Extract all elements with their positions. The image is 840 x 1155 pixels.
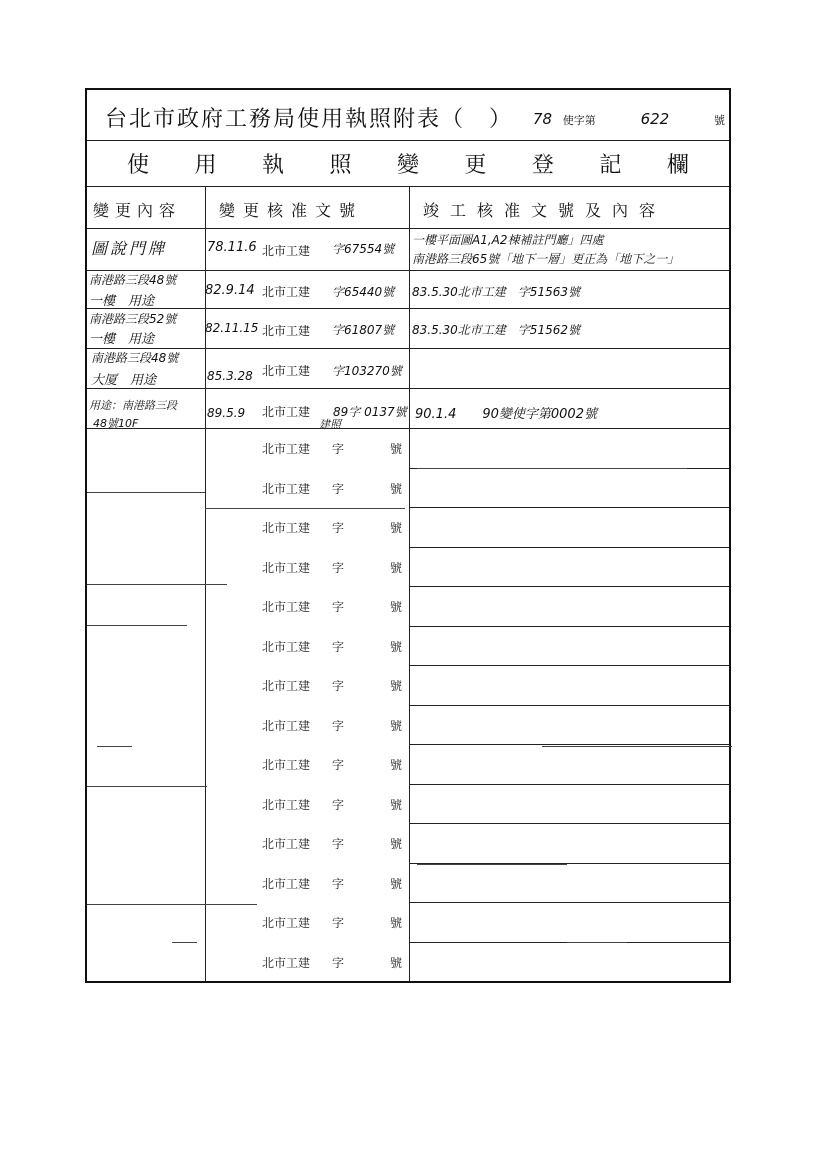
scan-line — [87, 786, 207, 787]
row-content: 南港路三段48號 — [91, 351, 179, 365]
blank-row-word: 號 — [390, 560, 403, 575]
blank-row-word: 號 — [390, 442, 403, 456]
row-content: 南港路三段52號 — [89, 312, 177, 326]
blank-row-word: 字 — [332, 600, 345, 614]
blank-row-word: 號 — [390, 481, 403, 496]
section-title-char: 變 — [396, 153, 419, 178]
scan-line — [87, 584, 227, 585]
row-divider — [409, 784, 729, 785]
section-title-char: 使 — [127, 153, 150, 178]
permit-suffix: 號 — [714, 114, 725, 127]
permit-word: 使字第 — [562, 114, 596, 127]
blank-row-word: 字 — [332, 837, 345, 851]
row-divider — [87, 308, 729, 309]
blank-row-word: 號 — [390, 916, 403, 930]
section-title-char: 照 — [329, 153, 352, 178]
scan-line — [87, 904, 257, 905]
blank-row-word: 號 — [390, 876, 403, 891]
scan-line — [87, 492, 205, 493]
permit-no: 622 — [640, 110, 670, 128]
column-header-approval: 變更核准文號 — [219, 201, 364, 220]
blank-row-word: 北市工建 — [262, 876, 311, 891]
permit-attachment-form — [85, 88, 731, 983]
row-content-line2: 大厦 用途 — [91, 373, 157, 388]
form-title: 台北市政府工務局使用執照附表（ ） — [105, 107, 514, 132]
blank-row-word: 北市工建 — [262, 481, 311, 496]
row-office: 北市工建 — [262, 285, 311, 299]
scan-line — [97, 746, 132, 747]
blank-row-word: 號 — [390, 837, 403, 851]
row-divider — [409, 626, 729, 627]
row-divider — [409, 744, 729, 745]
blank-row-word: 北市工建 — [262, 560, 311, 575]
blank-row-word: 北市工建 — [262, 797, 311, 812]
section-title-char: 記 — [599, 153, 622, 178]
row-divider — [409, 547, 729, 548]
row-completion-line2: 南港路三段65號「地下一層」更正為「地下之一」 — [412, 252, 680, 266]
row-number: 字61807號 — [332, 323, 395, 337]
row-content-line2: 一樓 用途 — [89, 332, 155, 347]
scan-line — [87, 625, 187, 626]
row-divider — [87, 388, 729, 389]
row-content: 南港路三段48號 — [89, 273, 177, 287]
blank-row-word: 北市工建 — [262, 837, 311, 851]
row-office: 北市工建 — [262, 324, 311, 338]
blank-row-word: 北市工建 — [262, 600, 311, 614]
scan-line — [172, 942, 197, 943]
blank-row-word: 北市工建 — [262, 718, 311, 733]
section-title-char: 用 — [194, 153, 217, 178]
row-content-line2: 一樓 用途 — [89, 294, 155, 309]
blank-row-word: 號 — [390, 758, 403, 772]
divider-subtitle — [87, 186, 729, 187]
blank-row-word: 北市工建 — [262, 521, 311, 535]
blank-row-word: 字 — [332, 916, 345, 930]
blank-row-word: 號 — [390, 521, 403, 535]
row-divider — [409, 705, 729, 706]
scan-line — [542, 746, 732, 747]
row-content: 圖說門牌 — [91, 239, 168, 258]
divider-header — [87, 228, 729, 229]
row-office: 北市工建 — [262, 364, 311, 378]
row-date: 85.3.28 — [207, 369, 253, 383]
row-completion: 83.5.30北市工建 字51562號 — [412, 323, 580, 337]
row-completion: 90.1.4 90變使字第0002號 — [415, 407, 597, 422]
blank-row-word: 字 — [332, 442, 345, 456]
section-title-char: 更 — [464, 153, 487, 178]
row-divider — [409, 665, 729, 666]
permit-year: 78 — [532, 110, 553, 128]
blank-row-word: 字 — [332, 679, 345, 693]
row-date: 82.9.14 — [205, 283, 255, 298]
blank-row-word: 號 — [390, 600, 403, 614]
scan-line — [417, 864, 567, 865]
row-divider — [409, 823, 729, 824]
scan-line — [205, 508, 405, 509]
scan-line — [417, 468, 687, 469]
section-title-char: 欄 — [666, 153, 689, 178]
blank-row-word: 北市工建 — [262, 916, 311, 930]
blank-row-word: 字 — [332, 797, 345, 812]
row-number: 89字 0137號 — [333, 405, 407, 419]
blank-row-word: 號 — [390, 718, 403, 733]
blank-row-word: 字 — [332, 955, 345, 970]
blank-row-word: 字 — [332, 639, 345, 654]
blank-row-word: 字 — [332, 718, 345, 733]
blank-row-word: 北市工建 — [262, 758, 311, 772]
row-date: 89.5.9 — [207, 406, 246, 420]
divider-title — [87, 140, 729, 141]
blank-row-word: 字 — [332, 481, 345, 496]
blank-row-word: 號 — [390, 639, 403, 654]
row-content-line2: 48號10F — [93, 417, 139, 430]
row-date: 78.11.6 — [207, 240, 257, 255]
blank-row-word: 北市工建 — [262, 955, 311, 970]
row-office: 北市工建 — [262, 244, 311, 258]
blank-row-word: 號 — [390, 955, 403, 970]
blank-row-word: 號 — [390, 797, 403, 812]
blank-row-word: 北市工建 — [262, 679, 311, 693]
row-divider — [87, 348, 729, 349]
section-title-char: 執 — [261, 153, 284, 178]
section-title — [127, 148, 689, 179]
blank-row-word: 字 — [332, 560, 345, 575]
row-completion: 83.5.30北市工建 字51563號 — [412, 285, 580, 299]
row-number: 字65440號 — [332, 285, 395, 299]
row-office: 北市工建 — [262, 405, 311, 419]
blank-row-word: 北市工建 — [262, 639, 311, 654]
row-content: 用途：南港路三段 — [89, 399, 177, 412]
blank-row-word: 號 — [390, 679, 403, 693]
row-divider — [409, 586, 729, 587]
row-divider — [87, 270, 729, 271]
row-completion: 一樓平面圖A1,A2棟補註門廳」四處 — [412, 233, 604, 247]
blank-row-word: 字 — [332, 876, 345, 891]
row-number: 字67554號 — [332, 242, 395, 256]
column-header-completion: 竣工核准文號及內容 — [423, 201, 667, 220]
row-number-note: 建照 — [319, 418, 341, 431]
row-divider — [409, 507, 729, 508]
column-header-content: 變更內容 — [93, 201, 182, 220]
row-divider — [87, 428, 729, 429]
permit-number — [527, 110, 725, 128]
section-title-char: 登 — [531, 153, 554, 178]
row-date: 82.11.15 — [205, 321, 259, 335]
blank-row-word: 字 — [332, 758, 345, 772]
row-number: 字103270號 — [332, 364, 402, 378]
blank-row-word: 北市工建 — [262, 442, 311, 456]
scan-line — [567, 942, 627, 943]
row-divider — [409, 902, 729, 903]
blank-row-word: 字 — [332, 521, 345, 535]
